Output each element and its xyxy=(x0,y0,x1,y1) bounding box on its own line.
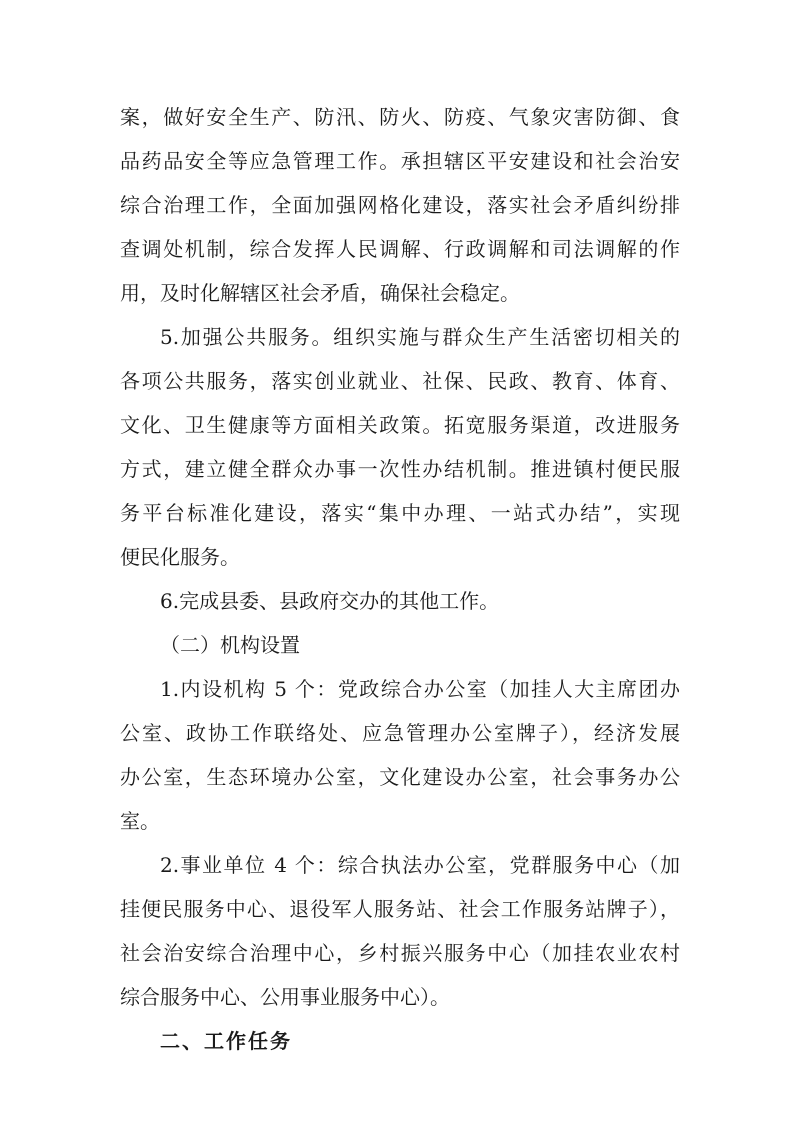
section-heading: 二、工作任务 xyxy=(160,1029,292,1053)
paragraph-line: 1.内设机构 5 个：党政综合办公室（加挂人大主席团办 xyxy=(160,677,680,701)
paragraph-line: 室。 xyxy=(120,809,160,833)
paragraph-line: 综合治理工作，全面加强网格化建设，落实社会矛盾纠纷排 xyxy=(120,193,680,217)
paragraph-line: 2.事业单位 4 个：综合执法办公室，党群服务中心（加 xyxy=(160,853,680,877)
paragraph-line: 用，及时化解辖区社会矛盾，确保社会稳定。 xyxy=(120,281,520,305)
paragraph-line: 便民化服务。 xyxy=(120,545,240,569)
paragraph-line: 综合服务中心、公用事业服务中心）。 xyxy=(120,985,450,1009)
section-subheading: （二）机构设置 xyxy=(160,633,300,657)
paragraph-line: 各项公共服务，落实创业就业、社保、民政、教育、体育、 xyxy=(120,369,680,393)
paragraph-line: 务平台标准化建设，落实“集中办理、一站式办结”，实现 xyxy=(120,501,680,525)
paragraph-line: 案，做好安全生产、防汛、防火、防疫、气象灾害防御、食 xyxy=(120,105,680,129)
paragraph-line: 社会治安综合治理中心，乡村振兴服务中心（加挂农业农村 xyxy=(120,941,680,965)
paragraph-line: 5.加强公共服务。组织实施与群众生产生活密切相关的 xyxy=(160,325,680,349)
paragraph-line: 公室、政协工作联络处、应急管理办公室牌子），经济发展 xyxy=(120,721,680,745)
paragraph-line: 办公室，生态环境办公室，文化建设办公室，社会事务办公 xyxy=(120,765,680,789)
paragraph-line: 品药品安全等应急管理工作。承担辖区平安建设和社会治安 xyxy=(120,149,680,173)
paragraph-line: 查调处机制，综合发挥人民调解、行政调解和司法调解的作 xyxy=(120,237,680,261)
paragraph-line: 方式，建立健全群众办事一次性办结机制。推进镇村便民服 xyxy=(120,457,680,481)
paragraph-line: 6.完成县委、县政府交办的其他工作。 xyxy=(160,589,500,613)
paragraph-line: 文化、卫生健康等方面相关政策。拓宽服务渠道，改进服务 xyxy=(120,413,680,437)
paragraph-line: 挂便民服务中心、退役军人服务站、社会工作服务站牌子）， xyxy=(120,897,680,921)
